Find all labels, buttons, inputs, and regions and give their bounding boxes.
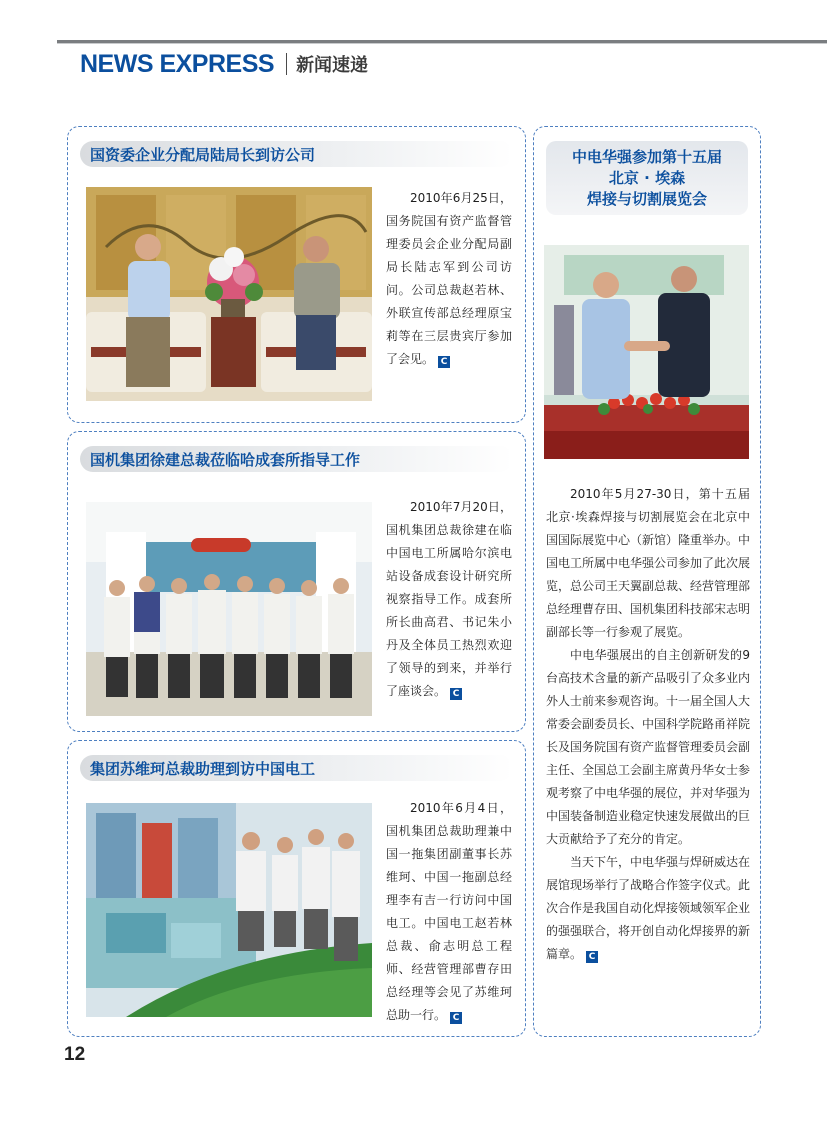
brand-title-cn: 新闻速递 xyxy=(296,55,369,76)
sidebar-title xyxy=(546,141,748,215)
end-mark-icon: C xyxy=(586,951,598,963)
sidebar-paragraph: 当天下午，中电华强与焊研威达在展馆现场举行了战略合作签字仪式。此次合作是我国自动化焊接领域领军企业的强强联合，将开创自动化焊接界的新篇章。 C xyxy=(546,855,751,962)
article-title-bar xyxy=(80,446,513,472)
sidebar-body xyxy=(546,483,750,966)
article-panel-2 xyxy=(67,431,526,732)
meeting-photo xyxy=(86,187,372,401)
sidebar-title-line-3: 焊接与切割展览会 xyxy=(586,189,707,208)
article-panel-3 xyxy=(67,740,526,1037)
article-title: 集团苏维珂总裁助理到访中国电工 xyxy=(90,759,316,778)
article-title: 国资委企业分配局陆局长到访公司 xyxy=(90,145,316,164)
brand-title-en: NEWS EXPRESS xyxy=(80,49,275,78)
sidebar-paragraph: 中电华强展出的自主创新研发的9台高技术含量的新产品吸引了众多业内外人士前来参观咨询。十一届全国人大常委会副委员长、中国科学院路甬祥院长及国务院国有资产监督管理委员会副主任、全国总工会副主席黄丹华女士参观考察了中电华强的展位，并对华强为中国装备制造业稳定快速发展做出的巨大贡献给予了充分的肯定。 xyxy=(546,648,751,846)
article-title: 国机集团徐建总裁莅临哈成套所指导工作 xyxy=(90,450,361,469)
end-mark-icon: C xyxy=(450,688,462,700)
article-title-bar xyxy=(80,755,513,781)
page-number: 12 xyxy=(64,1044,86,1065)
sidebar-title-line-2: 北京 · 埃森 xyxy=(608,168,686,187)
article-title-bar xyxy=(80,141,513,167)
header-subrule xyxy=(57,43,827,44)
brand-separator xyxy=(286,53,287,75)
end-mark-icon: C xyxy=(438,356,450,368)
sidebar-article-panel xyxy=(533,126,761,1037)
article-body: 2010年7月20日，国机集团总裁徐建在临中国电工所属哈尔滨电站设备成套设计研究所视察指导工作。成套所所长曲高君、书记朱小丹及全体员工热烈欢迎了领导的到来，并举行了座谈会。 C xyxy=(386,500,512,699)
end-mark-icon: C xyxy=(450,1012,462,1024)
article-body: 2010年6月25日，国务院国有资产监督管理委员会企业分配局副局长陆志军到公司访问。公司总裁赵若林、外联宣传部总经理原宝莉等在三层贵宾厅参加了会见。 C xyxy=(386,191,512,367)
sidebar-paragraph: 2010年5月27-30日，第十五届北京·埃森焊接与切割展览会在北京中国国际展览中心（新馆）隆重举办。中国电工所属中电华强公司参加了此次展览，总公司王天翼副总裁、经营管理部总经理曹存田、国机集团科技部宋志明副部长等一行参观了展览。 xyxy=(546,487,751,639)
sidebar-title-line-1: 中电华强参加第十五届 xyxy=(571,147,722,166)
signing-photo xyxy=(544,245,749,459)
page-header xyxy=(80,50,368,78)
article-panel-1 xyxy=(67,126,526,423)
article-body: 2010年6月4日，国机集团总裁助理兼中国一拖集团副董事长苏维珂、中国一拖副总经理李有吉一行访问中国电工。中国电工赵若林总裁、俞志明总工程师、经营管理部曹存田总经理等会见了苏维珂总助一行。 C xyxy=(386,801,512,1023)
visit-photo xyxy=(86,803,372,1017)
group-photo xyxy=(86,502,372,716)
